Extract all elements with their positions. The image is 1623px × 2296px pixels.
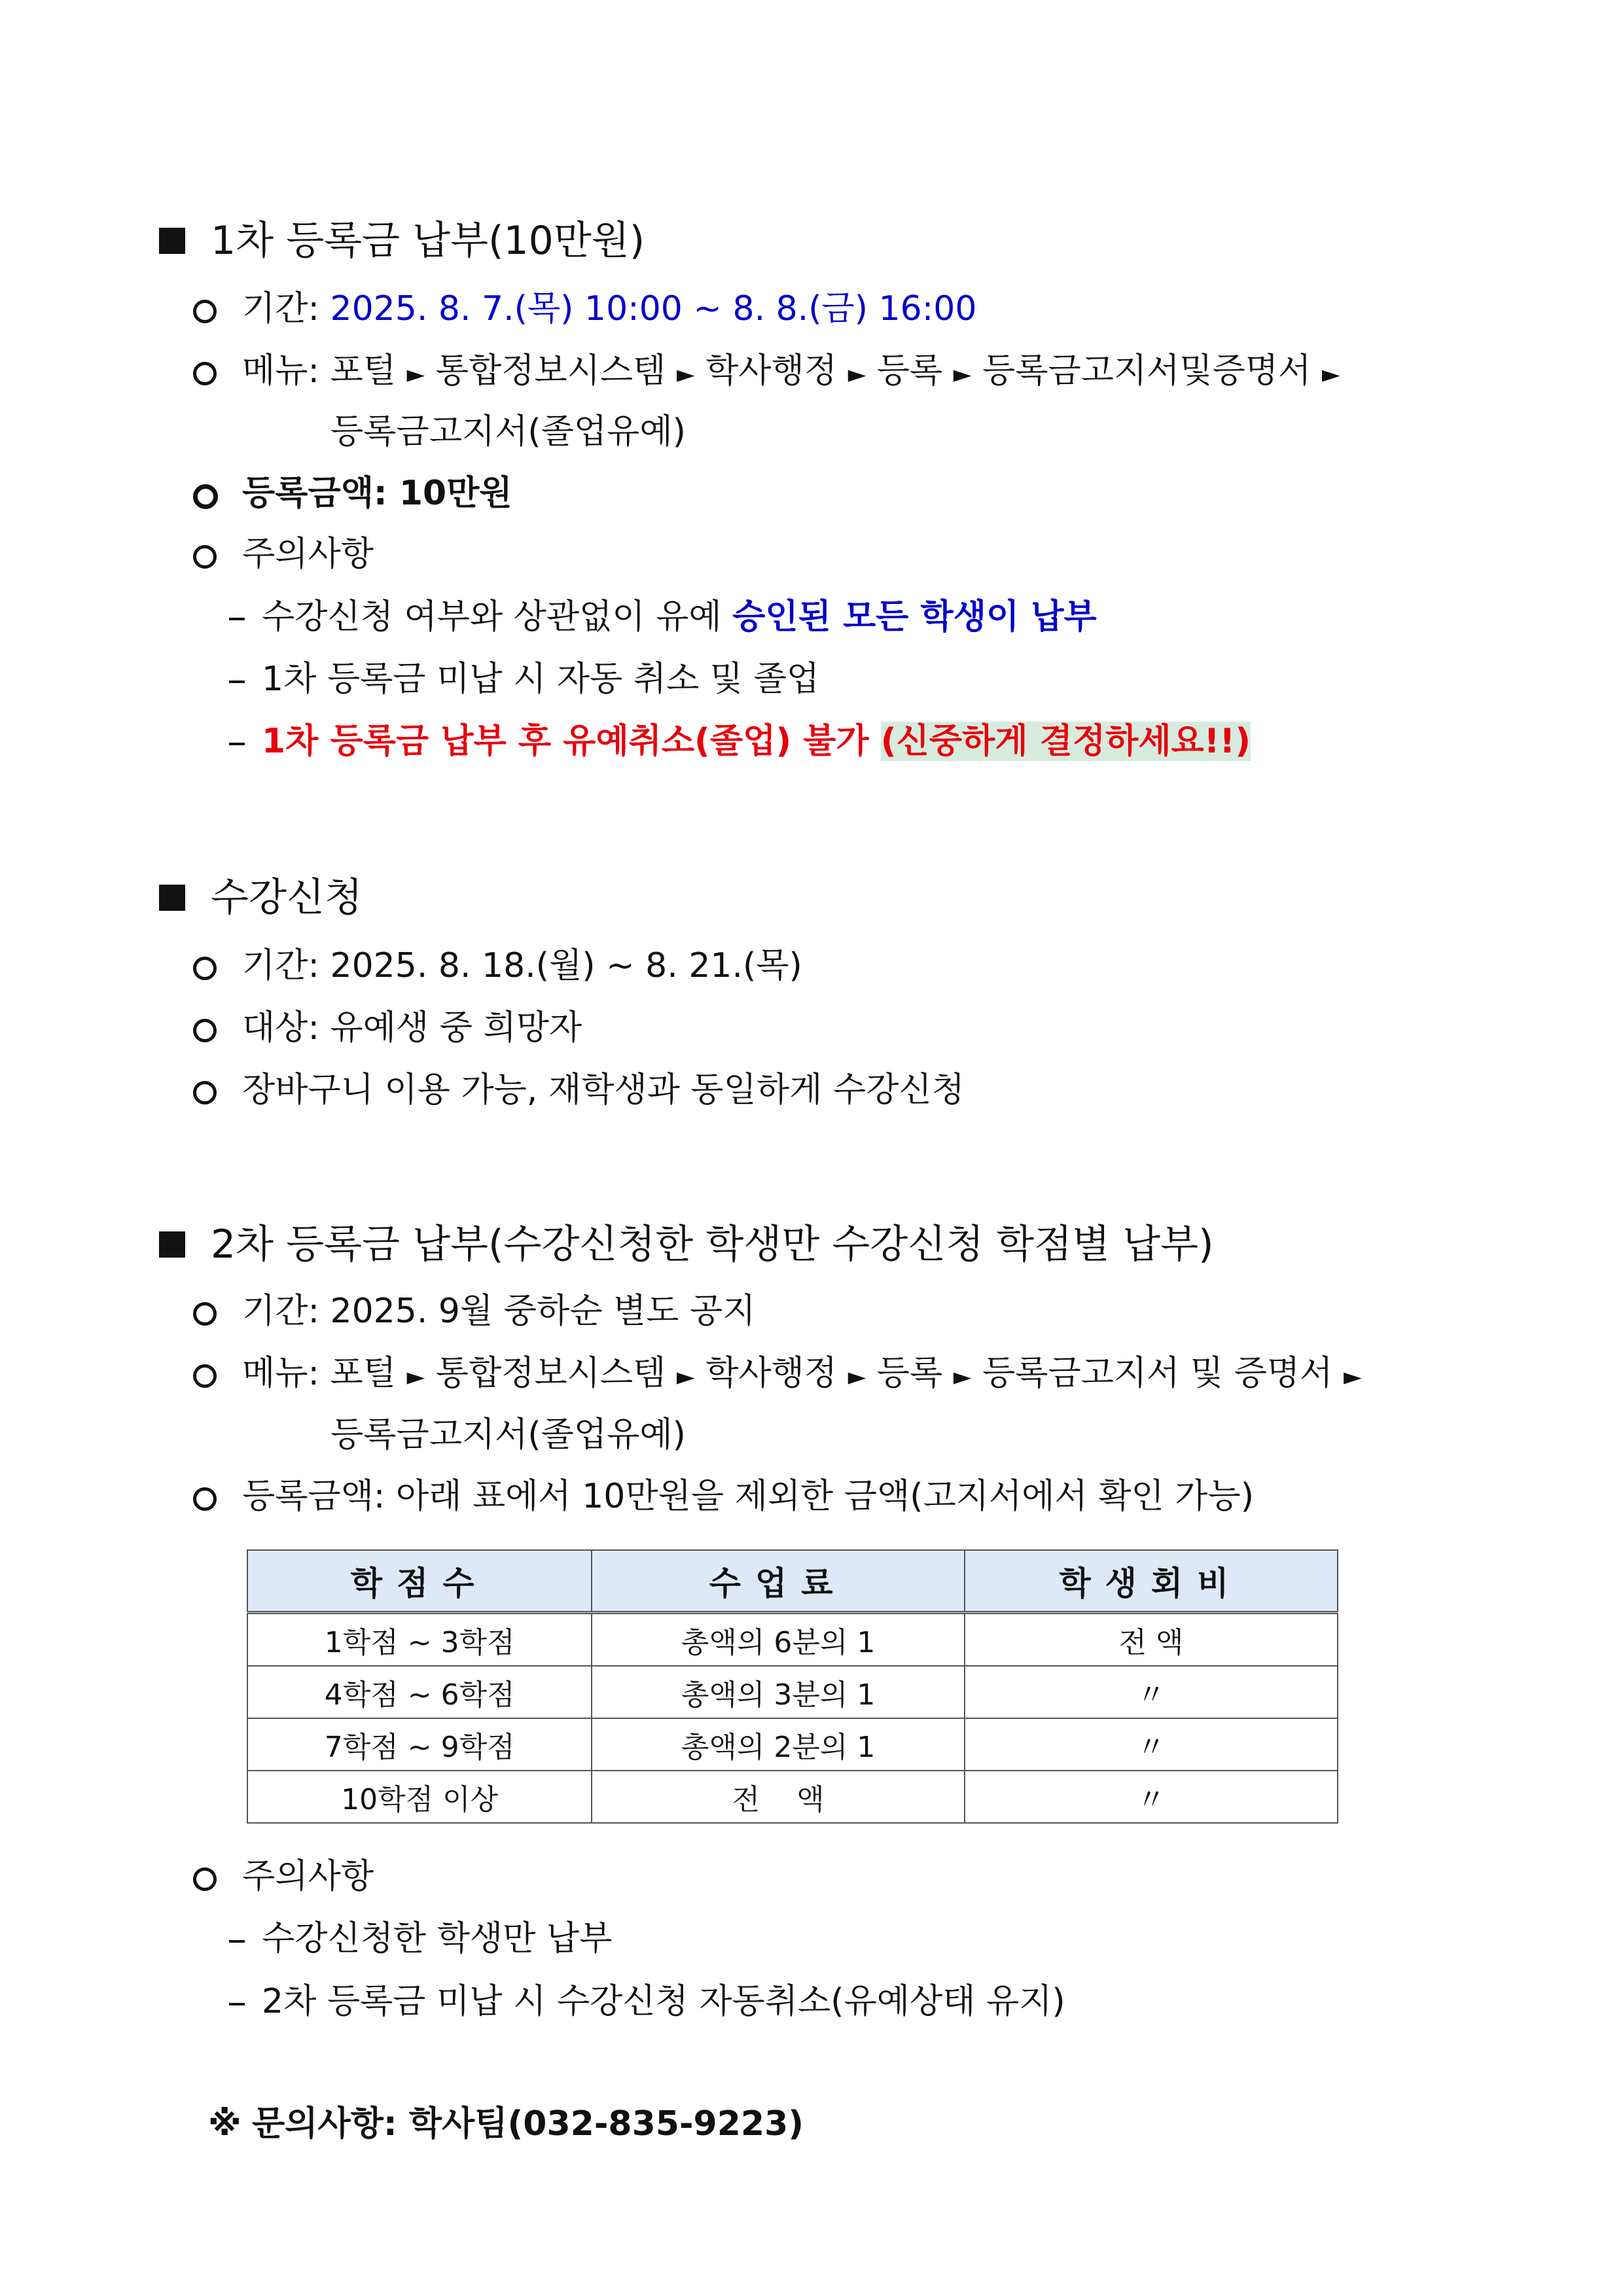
target-line: 대상: 유예생 중 희망자 (242, 1008, 582, 1048)
table-cell: 1학점 ~ 3학점 (247, 1613, 592, 1667)
menu-item: 학사행정 (705, 351, 838, 391)
menu-item: 포털 (330, 1354, 396, 1393)
circle-bullet-icon (193, 484, 218, 509)
period-line: 기간: 2025. 9월 중하순 별도 공지 (242, 1292, 756, 1331)
circle-bullet-icon (193, 1867, 217, 1891)
table-cell: 전 액 (592, 1771, 965, 1823)
dash-bullet (229, 2003, 245, 2005)
menu-path: 메뉴: 포털 ► 통합정보시스템 ► 학사행정 ► 등록 ► 등록금고지서및증명서 ► (242, 351, 1340, 391)
table-cell: 〃 (965, 1718, 1338, 1771)
warning-note: 1차 등록금 납부 후 유예취소(졸업) 불가 (신중하게 결정하세요!!) (262, 722, 1251, 761)
table-cell: 〃 (965, 1666, 1338, 1718)
note-line: 수강신청한 학생만 납부 (262, 1919, 613, 1958)
menu-item: 등록금고지서 및 증명서 (982, 1354, 1333, 1393)
circle-bullet-icon (193, 957, 217, 980)
section3-heading: 2차 등록금 납부(수강신청한 학생만 수강신청 학점별 납부) (211, 1222, 1214, 1267)
note-line: 1차 등록금 미납 시 자동 취소 및 졸업 (262, 660, 820, 699)
section-bullet-square (159, 228, 185, 254)
table-cell: 7학점 ~ 9학점 (247, 1718, 592, 1771)
right-triangle-icon: ► (953, 1364, 972, 1390)
right-triangle-icon: ► (847, 361, 866, 388)
column-header: 학생회비 (965, 1550, 1338, 1613)
circle-bullet-icon (193, 1487, 217, 1511)
table-cell: 4학점 ~ 6학점 (247, 1666, 592, 1718)
period-line: 기간: 2025. 8. 18.(월) ~ 8. 21.(목) (242, 946, 802, 985)
right-triangle-icon: ► (953, 361, 972, 388)
menu-item: 등록 (876, 351, 943, 391)
circle-bullet-icon (193, 300, 217, 323)
table-row (247, 1771, 1338, 1823)
menu-item: 등록 (876, 1354, 943, 1393)
dash-bullet (229, 1940, 245, 1943)
table-row (247, 1666, 1338, 1718)
menu-path: 메뉴: 포털 ► 통합정보시스템 ► 학사행정 ► 등록 ► 등록금고지서 및 증명서 ► (242, 1354, 1362, 1393)
menu-item: 통합정보시스템 (435, 1354, 666, 1393)
dash-bullet (229, 618, 245, 620)
right-triangle-icon: ► (1321, 361, 1340, 388)
right-triangle-icon: ► (676, 361, 695, 388)
amount-line: 등록금액: 아래 표에서 10만원을 제외한 금액(고지서에서 확인 가능) (242, 1477, 1254, 1516)
fee-table (247, 1549, 1338, 1824)
dash-bullet (229, 680, 245, 683)
period-value: 2025. 8. 7.(목) 10:00 ~ 8. 8.(금) 16:00 (330, 289, 977, 328)
reference-mark: ※ (208, 2104, 241, 2144)
right-triangle-icon: ► (406, 1364, 425, 1390)
section-bullet-square (159, 885, 185, 911)
right-triangle-icon: ► (1343, 1364, 1362, 1390)
table-row (247, 1613, 1338, 1667)
menu-item: 등록금고지서및증명서 (982, 351, 1311, 391)
table-cell: 전 액 (965, 1613, 1338, 1667)
period-label: 기간: (242, 289, 319, 328)
dash-bullet (229, 743, 245, 745)
table-cell: 총액의 6분의 1 (592, 1613, 965, 1667)
notes-title: 주의사항 (242, 535, 374, 574)
table-cell: 10학점 이상 (247, 1771, 592, 1823)
menu-last-item: 등록금고지서(졸업유예) (330, 1415, 686, 1455)
menu-item: 통합정보시스템 (435, 351, 666, 391)
table-cell: 총액의 2분의 1 (592, 1718, 965, 1771)
table-row (247, 1718, 1338, 1771)
column-header: 수업료 (592, 1550, 965, 1613)
circle-bullet-icon (193, 362, 217, 385)
notes-title: 주의사항 (242, 1857, 374, 1896)
column-header: 학점수 (247, 1550, 592, 1613)
circle-bullet-icon (193, 1364, 217, 1388)
circle-bullet-icon (193, 1081, 217, 1104)
table-cell: 총액의 3분의 1 (592, 1666, 965, 1718)
table-cell: 〃 (965, 1771, 1338, 1823)
circle-bullet-icon (193, 1019, 217, 1042)
highlight-note: (신중하게 결정하세요!!) (880, 722, 1251, 761)
note-line: 2차 등록금 미납 시 수강신청 자동취소(유예상태 유지) (262, 1982, 1065, 2021)
cart-line: 장바구니 이용 가능, 재학생과 동일하게 수강신청 (242, 1070, 965, 1110)
section2-heading: 수강신청 (211, 875, 363, 921)
menu-last-item: 등록금고지서(졸업유예) (330, 412, 686, 451)
circle-bullet-icon (193, 545, 217, 569)
right-triangle-icon: ► (847, 1364, 866, 1390)
table-header-row (247, 1550, 1338, 1613)
circle-bullet-icon (193, 1302, 217, 1326)
menu-item: 포털 (330, 351, 396, 391)
right-triangle-icon: ► (406, 361, 425, 388)
menu-item: 학사행정 (705, 1354, 838, 1393)
section-bullet-square (159, 1231, 185, 1258)
right-triangle-icon: ► (676, 1364, 695, 1390)
section1-heading: 1차 등록금 납부(10만원) (211, 218, 645, 264)
note-line: 수강신청 여부와 상관없이 유예 승인된 모든 학생이 납부 (262, 597, 1097, 637)
contact-line: 문의사항: 학사팀(032-835-9223) (252, 2104, 804, 2144)
amount-line: 등록금액: 10만원 (242, 474, 512, 513)
period-row (242, 289, 976, 328)
